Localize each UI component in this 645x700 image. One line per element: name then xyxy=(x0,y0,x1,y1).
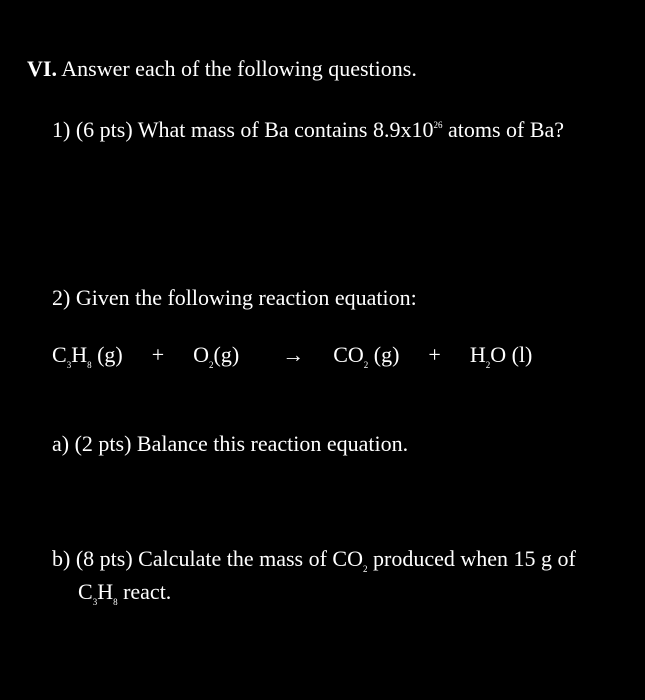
state-label: (g) xyxy=(91,342,123,367)
subscript: 2 xyxy=(363,360,369,370)
subscript: 2 xyxy=(363,564,368,574)
formula-part: H xyxy=(97,579,114,604)
state-label: (g) xyxy=(368,342,400,367)
question-2b-text: b) (8 pts) Calculate the mass of CO xyxy=(52,546,363,571)
question-1-suffix: atoms of Ba? xyxy=(442,117,565,142)
section-title: Answer each of the following questions. xyxy=(61,56,417,81)
subscript: 8 xyxy=(87,360,92,370)
question-1-text: 1) (6 pts) What mass of Ba contains 8.9x10 xyxy=(52,117,434,142)
subscript: 8 xyxy=(113,597,118,607)
reaction-equation xyxy=(52,342,532,368)
question-2b-continued xyxy=(78,579,171,605)
subscript: 3 xyxy=(66,360,72,370)
question-2b-text: react. xyxy=(117,579,172,604)
question-1 xyxy=(52,117,564,143)
question-2b xyxy=(52,546,576,572)
formula-part: H xyxy=(469,342,486,367)
formula-part: C xyxy=(52,342,67,367)
question-1-exponent: 26 xyxy=(433,120,443,130)
propane-formula xyxy=(52,342,123,368)
formula-part: O xyxy=(193,342,210,367)
question-2a: a) (2 pts) Balance this reaction equation. xyxy=(52,431,409,456)
state-label: (g) xyxy=(213,342,240,367)
water-formula xyxy=(470,342,533,368)
section-heading xyxy=(27,56,417,82)
subscript: 3 xyxy=(92,597,98,607)
question-2b-text: produced when 15 g of xyxy=(367,546,576,571)
formula-part: CO xyxy=(333,342,364,367)
plus-sign: + xyxy=(428,342,441,367)
question-2-intro: 2) Given the following reaction equation: xyxy=(52,285,417,310)
formula-part: C xyxy=(78,579,93,604)
carbon-dioxide-formula xyxy=(333,342,399,368)
formula-part: O (l) xyxy=(490,342,533,367)
formula-part: H xyxy=(71,342,88,367)
subscript: 2 xyxy=(485,360,491,370)
plus-sign: + xyxy=(151,342,165,367)
section-numeral: VI. xyxy=(27,56,57,81)
oxygen-formula xyxy=(193,342,239,368)
subscript: 2 xyxy=(209,360,214,370)
reaction-arrow: → xyxy=(282,342,305,367)
